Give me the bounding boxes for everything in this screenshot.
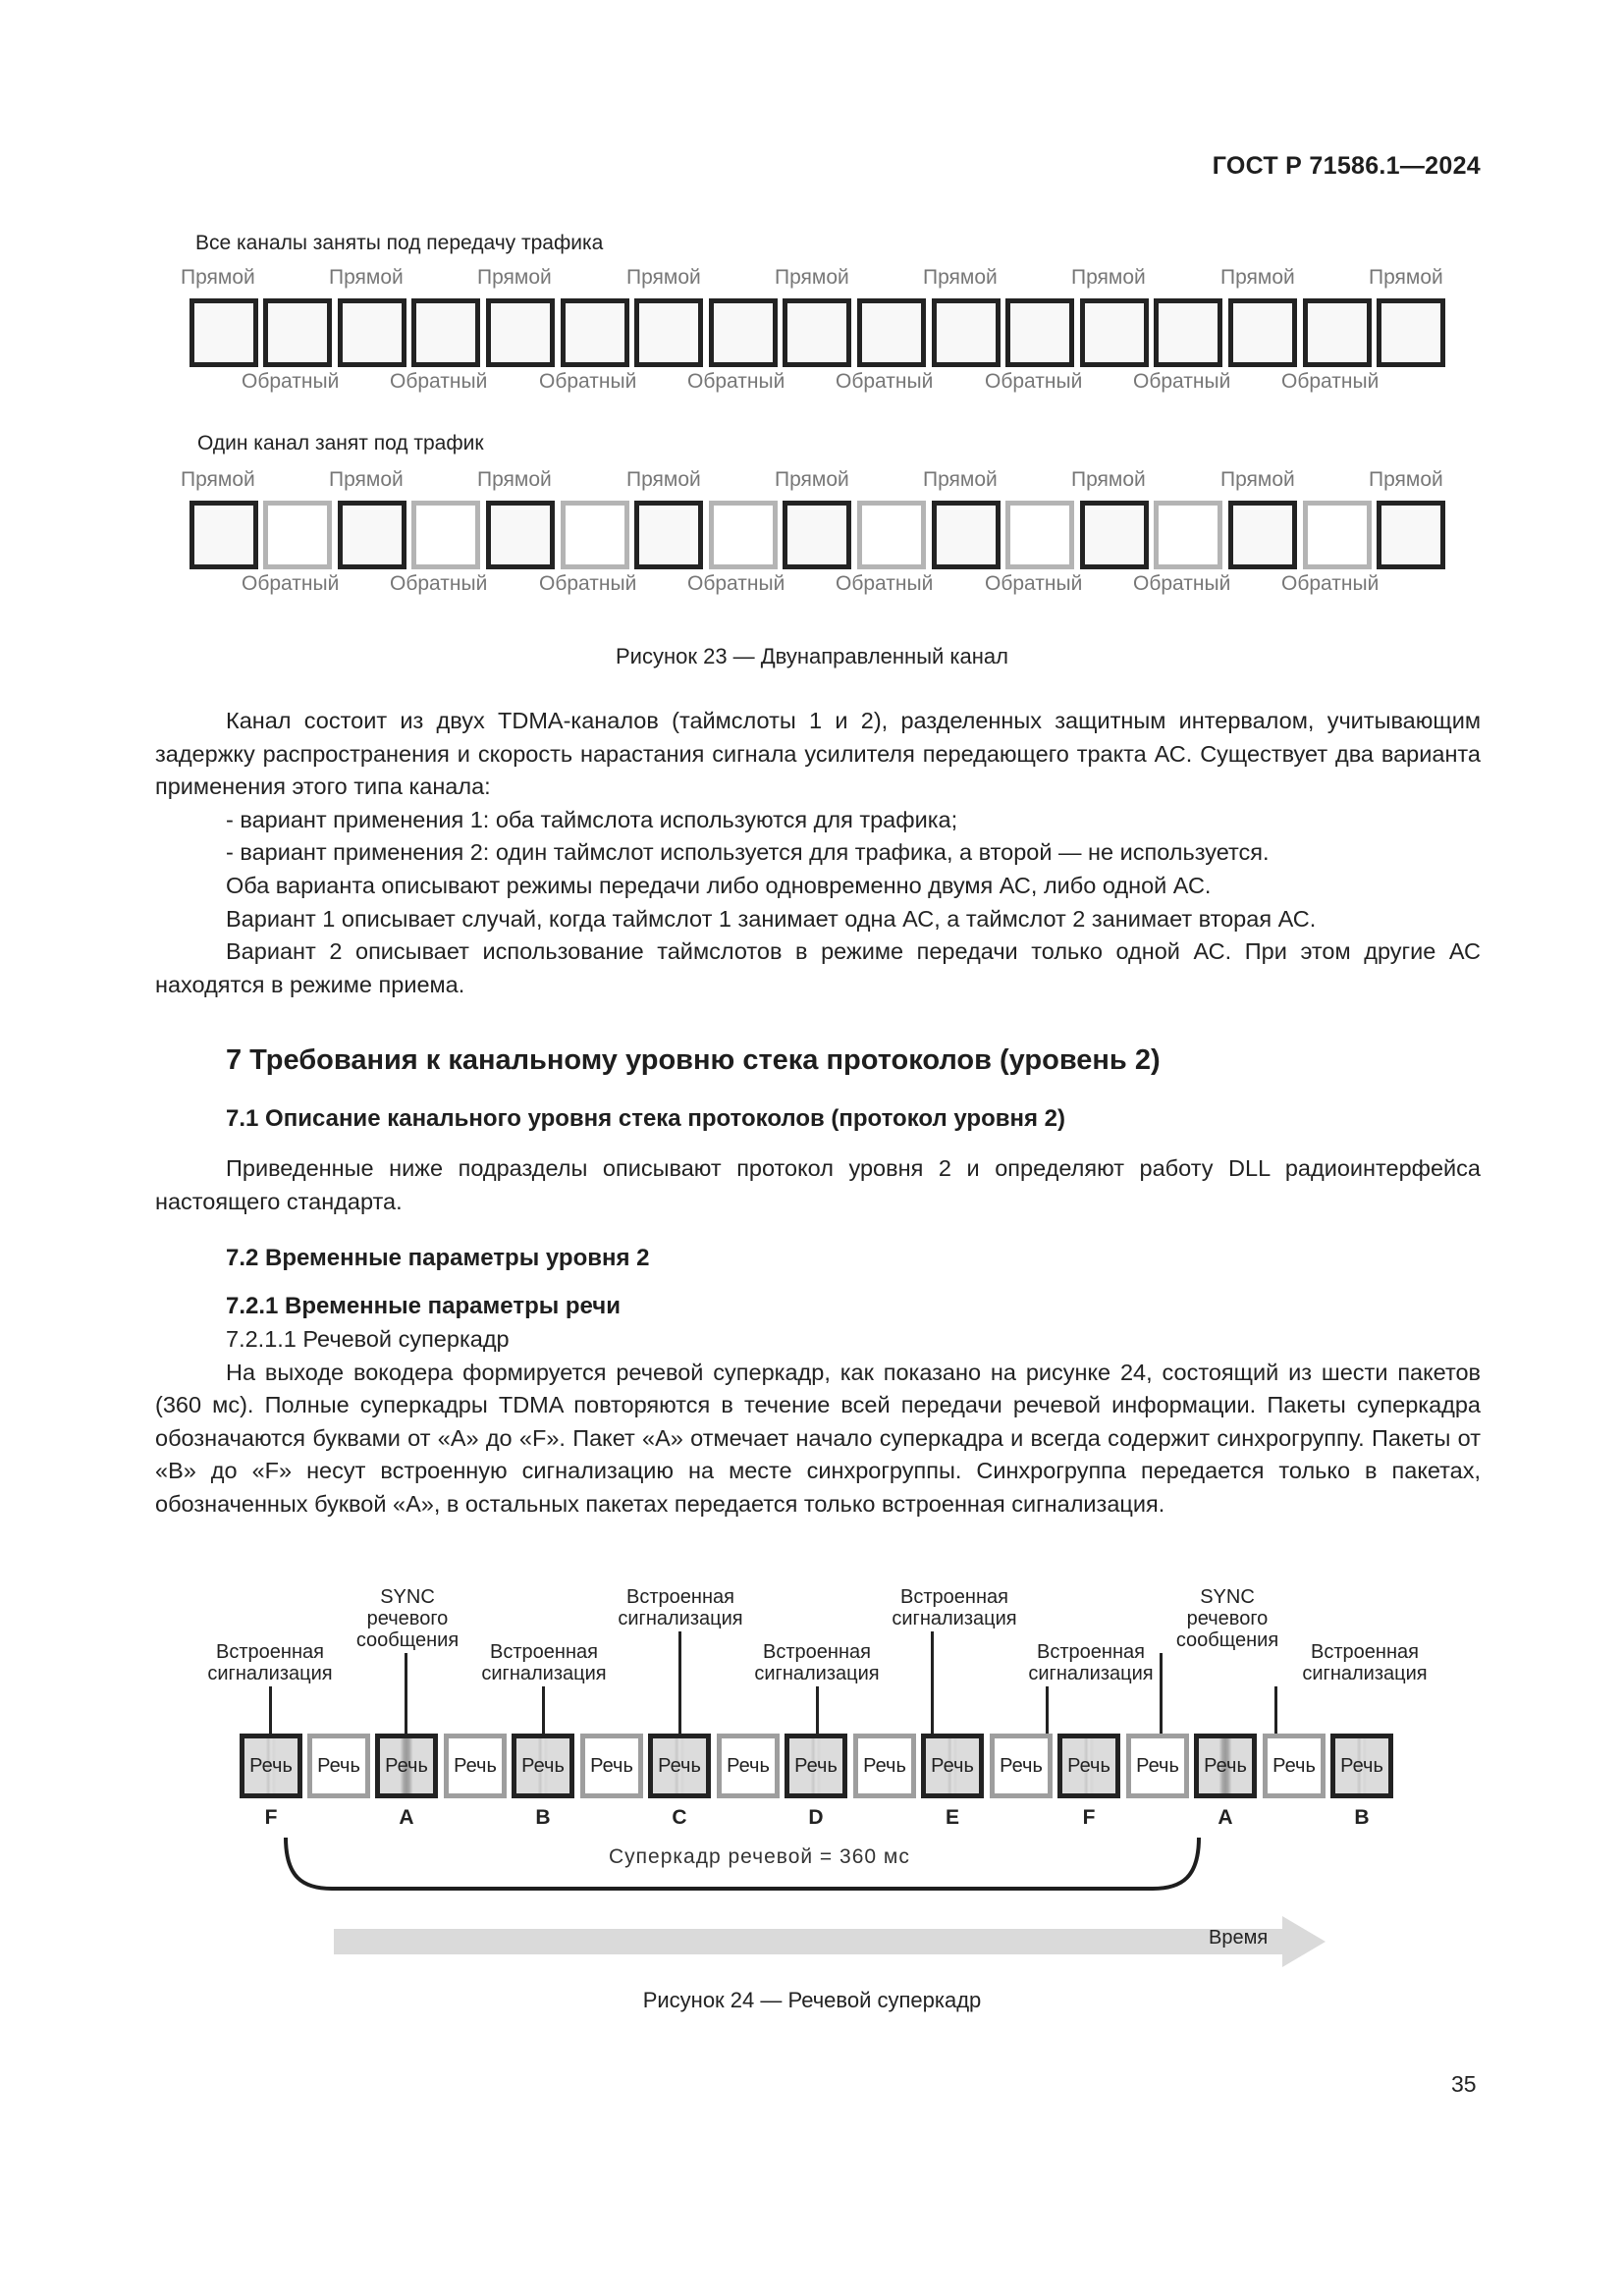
note-embedded-signaling: Встроенная сигнализация <box>207 1641 333 1684</box>
packet-letter: A <box>1218 1806 1233 1829</box>
direct-label: Прямой <box>1071 266 1146 289</box>
paragraph: Вариант 1 описывает случай, когда таймслот 1 занимает одна АС, а таймслот 2 занимает вторая АС. <box>226 905 1317 932</box>
direct-label: Прямой <box>477 468 552 491</box>
timeslot-active <box>932 501 1001 569</box>
direct-label: Прямой <box>1071 468 1146 491</box>
packet-letter: F <box>1082 1806 1096 1829</box>
paragraph: Приведенные ниже подразделы описывают протокол уровня 2 и определяют работу DLL радиоинтерфейса настоящего стандарта. <box>155 1155 1481 1214</box>
reverse-label: Обратный <box>1281 572 1380 595</box>
direct-label: Прямой <box>923 468 998 491</box>
timeslot-active <box>189 501 258 569</box>
direct-label: Прямой <box>1369 468 1443 491</box>
note-embedded-signaling: Встроенная сигнализация <box>754 1641 880 1684</box>
direct-label: Прямой <box>329 468 404 491</box>
direct-label: Прямой <box>181 468 255 491</box>
timeslot-active <box>1080 298 1149 367</box>
section-7-1-heading: 7.1 Описание канального уровня стека протоколов (протокол уровня 2) <box>226 1105 1065 1132</box>
paragraph: Оба варианта описывают режимы передачи либо одновременно двумя АС, либо одной АС. <box>226 872 1212 898</box>
timeslot-active <box>709 298 778 367</box>
direct-label: Прямой <box>775 468 849 491</box>
timeslot-active <box>783 298 851 367</box>
timeslot-active <box>1080 501 1149 569</box>
timeslot-idle <box>411 501 480 569</box>
reverse-label: Обратный <box>985 370 1083 393</box>
note-embedded-signaling: Встроенная сигнализация <box>1028 1641 1154 1684</box>
timeslot-active <box>411 298 480 367</box>
timeslot-idle <box>1303 501 1372 569</box>
note-sync: SYNC речевого сообщения <box>355 1586 460 1651</box>
connector-line <box>1046 1686 1049 1735</box>
fig23-group-all-title: Все каналы заняты под передачу трафика <box>195 232 604 254</box>
timeslot-active <box>1154 298 1222 367</box>
timeslot-idle <box>857 501 926 569</box>
timeslot-active <box>1005 298 1074 367</box>
superframe-label: Суперкадр речевой = 360 мс <box>609 1845 910 1868</box>
timeslot-idle <box>709 501 778 569</box>
packet-letter: E <box>945 1806 959 1829</box>
figure-24-caption: Рисунок 24 — Речевой суперкадр <box>642 1988 982 2012</box>
timeslot-active <box>338 298 406 367</box>
reverse-label: Обратный <box>242 370 340 393</box>
speech-slot-A: Речь <box>1194 1734 1257 1798</box>
speech-slot-A: Речь <box>375 1734 438 1798</box>
direct-label: Прямой <box>1220 266 1295 289</box>
timeslot-active <box>634 501 703 569</box>
connector-line <box>1160 1653 1163 1735</box>
connector-line <box>931 1631 934 1735</box>
direct-label: Прямой <box>775 266 849 289</box>
section-7-2-1-1 <box>155 1323 1481 1522</box>
section-7-2-1-heading: 7.2.1 Временные параметры речи <box>226 1293 621 1319</box>
direct-label: Прямой <box>1369 266 1443 289</box>
direct-label: Прямой <box>1220 468 1295 491</box>
packet-letter: C <box>672 1806 687 1829</box>
timeslot-idle <box>1154 501 1222 569</box>
speech-slot-idle: Речь <box>1263 1734 1326 1798</box>
direct-label: Прямой <box>329 266 404 289</box>
speech-slot-idle: Речь <box>717 1734 780 1798</box>
speech-slot-C: Речь <box>648 1734 711 1798</box>
reverse-label: Обратный <box>539 370 637 393</box>
connector-line <box>542 1686 545 1735</box>
timeslot-active <box>1228 298 1297 367</box>
speech-slot-idle: Речь <box>580 1734 643 1798</box>
speech-slot-D: Речь <box>785 1734 847 1798</box>
paragraph: Вариант 2 описывает использование таймслотов в режиме передачи только одной АС. При этом другие АС находятся в режиме приема. <box>155 938 1481 997</box>
connector-line <box>1274 1686 1277 1735</box>
packet-letter: B <box>1354 1806 1370 1829</box>
reverse-label: Обратный <box>1281 370 1380 393</box>
connector-line <box>405 1653 407 1735</box>
note-embedded-signaling: Встроенная сигнализация <box>618 1586 743 1629</box>
direct-label: Прямой <box>477 266 552 289</box>
reverse-label: Обратный <box>687 572 785 595</box>
list-item: - вариант применения 2: один таймслот используется для трафика, а второй — не используется. <box>226 839 1270 866</box>
timeslot-active <box>338 501 406 569</box>
reverse-label: Обратный <box>390 370 488 393</box>
channel-description <box>155 705 1481 1001</box>
speech-slot-idle: Речь <box>307 1734 370 1798</box>
timeslot-active <box>1228 501 1297 569</box>
fig23-group-one-title: Один канал занят под трафик <box>197 432 484 454</box>
timeslot-active <box>486 501 555 569</box>
timeslot-idle <box>1005 501 1074 569</box>
speech-slot-idle: Речь <box>1126 1734 1189 1798</box>
page-number: 35 <box>1451 2071 1477 2097</box>
reverse-label: Обратный <box>836 572 934 595</box>
timeslot-active <box>1377 298 1445 367</box>
reverse-label: Обратный <box>1133 572 1231 595</box>
figure-24 <box>0 1571 1624 2042</box>
packet-letter: A <box>399 1806 414 1829</box>
timeslot-active <box>783 501 851 569</box>
time-label: Время <box>1209 1927 1269 1949</box>
time-arrow <box>334 1916 1326 1967</box>
list-item: - вариант применения 1: оба таймслота используются для трафика; <box>226 806 958 832</box>
connector-line <box>678 1631 681 1735</box>
timeslot-idle <box>263 501 332 569</box>
direct-label: Прямой <box>923 266 998 289</box>
timeslot-active <box>1303 298 1372 367</box>
timeslot-idle <box>561 501 629 569</box>
speech-slot-idle: Речь <box>444 1734 507 1798</box>
packet-letter: B <box>535 1806 551 1829</box>
speech-slot-B: Речь <box>512 1734 574 1798</box>
reverse-label: Обратный <box>390 572 488 595</box>
speech-slot-E: Речь <box>921 1734 984 1798</box>
note-embedded-signaling: Встроенная сигнализация <box>481 1641 607 1684</box>
speech-slot-F: Речь <box>240 1734 302 1798</box>
paragraph: На выходе вокодера формируется речевой суперкадр, как показано на рисунке 24, состоящий из шести пакетов (360 мс). Полные суперкадры TDMA повторяются в течение всей передачи речевой информации. Пакеты суперкадра обозначаются буквами от «A» до «F». Пакет «A» отмечает начало суперкадра и всегда содержит синхрогруппу. Пакеты от «B» до «F» несут встроенную сигнализацию на месте синхрогруппы. Синхрогруппа передается только в пакетах, обозначенных буквой «A», в остальных пакетах передается только встроенная сигнализация. <box>155 1359 1481 1517</box>
figure-23-caption: Рисунок 23 — Двунаправленный канал <box>616 644 1008 668</box>
direct-label: Прямой <box>626 468 701 491</box>
timeslot-active <box>932 298 1001 367</box>
packet-letter: F <box>264 1806 278 1829</box>
reverse-label: Обратный <box>242 572 340 595</box>
reverse-label: Обратный <box>539 572 637 595</box>
timeslot-active <box>486 298 555 367</box>
timeslot-active <box>1377 501 1445 569</box>
direct-label: Прямой <box>626 266 701 289</box>
timeslot-active <box>189 298 258 367</box>
note-sync: SYNC речевого сообщения <box>1175 1586 1279 1651</box>
connector-line <box>269 1686 272 1735</box>
timeslot-active <box>561 298 629 367</box>
timeslot-active <box>634 298 703 367</box>
reverse-label: Обратный <box>687 370 785 393</box>
reverse-label: Обратный <box>836 370 934 393</box>
connector-line <box>816 1686 819 1735</box>
speech-slot-B: Речь <box>1330 1734 1393 1798</box>
document-standard-id: ГОСТ Р 71586.1—2024 <box>1212 152 1481 180</box>
reverse-label: Обратный <box>1133 370 1231 393</box>
speech-slot-F: Речь <box>1057 1734 1120 1798</box>
timeslot-active <box>263 298 332 367</box>
packet-letter: D <box>808 1806 824 1829</box>
speech-slot-idle: Речь <box>853 1734 916 1798</box>
subsection-title: 7.2.1.1 Речевой суперкадр <box>226 1326 510 1352</box>
speech-slot-idle: Речь <box>990 1734 1053 1798</box>
section-7-1-text <box>155 1152 1481 1218</box>
figure-23 <box>0 0 1624 687</box>
section-7-2-heading: 7.2 Временные параметры уровня 2 <box>226 1245 650 1271</box>
note-embedded-signaling: Встроенная сигнализация <box>1302 1641 1428 1684</box>
direct-label: Прямой <box>181 266 255 289</box>
section-7-heading: 7 Требования к канальному уровню стека протоколов (уровень 2) <box>226 1044 1161 1076</box>
timeslot-active <box>857 298 926 367</box>
paragraph: Канал состоит из двух TDMA-каналов (таймслоты 1 и 2), разделенных защитным интервалом, учитывающим задержку распространения и скорость нарастания сигнала усилителя передающего тракта АС. Существует два варианта применения этого типа канала: <box>155 708 1481 800</box>
reverse-label: Обратный <box>985 572 1083 595</box>
note-embedded-signaling: Встроенная сигнализация <box>892 1586 1017 1629</box>
